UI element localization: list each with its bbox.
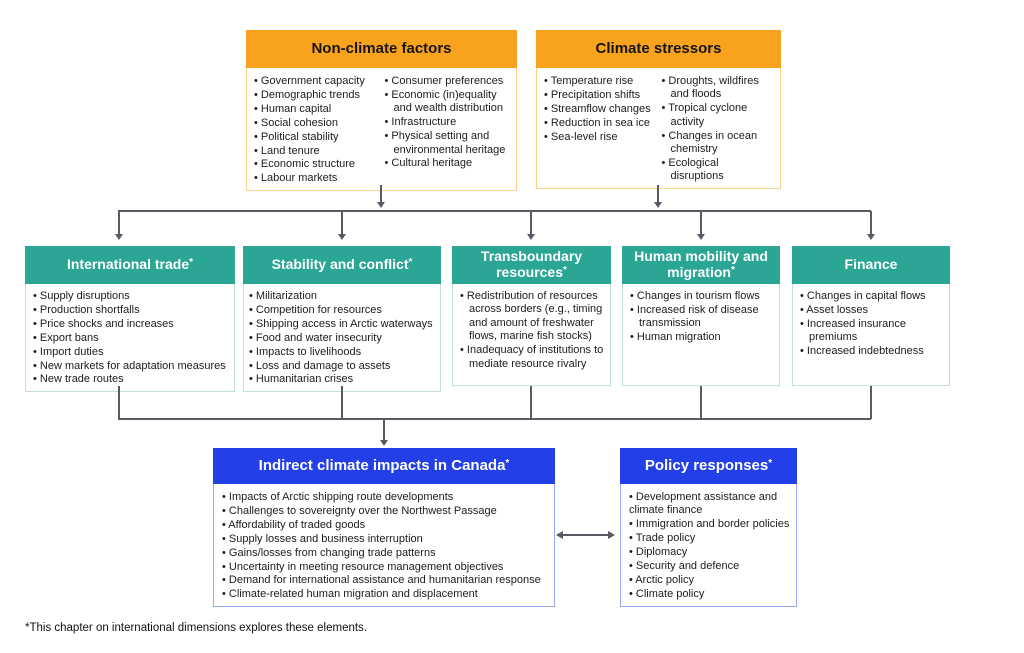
box-finance: [792, 246, 950, 386]
arrow-down-icon: [527, 234, 535, 240]
box-header: [246, 30, 517, 68]
bullet-item: • Increased risk of disease transmission: [630, 303, 759, 330]
arrow-right-icon: [608, 531, 615, 539]
box-title: Transboundary resources: [480, 248, 583, 280]
bullet-item: • Human capital: [254, 102, 332, 115]
bullet-item: • Export bans: [33, 331, 99, 344]
bullet-column: [254, 75, 380, 186]
bullet-item: • Supply disruptions: [33, 290, 130, 302]
box-title: Indirect climate impacts in Canada: [258, 456, 506, 474]
bullet-item: • Increased insurance premiums: [800, 317, 906, 344]
box-title: Climate stressors: [595, 39, 722, 57]
arrow-down-icon: [377, 202, 385, 208]
bullet-item: • Gains/losses from changing trade patterns: [222, 546, 436, 559]
connector-bus-line: [118, 210, 871, 212]
connector-line: [870, 386, 872, 419]
bullet-item: • Asset losses: [800, 303, 869, 316]
box-title: Stability and conflict: [271, 256, 409, 273]
arrow-down-icon: [115, 234, 123, 240]
bullet-item: • Supply losses and business interruption: [222, 532, 423, 545]
bullet-item: • Reduction in sea ice: [544, 116, 650, 129]
bullet-item: • Labour markets: [254, 172, 338, 185]
box-title: International trade: [66, 256, 190, 273]
box-header: [536, 30, 781, 68]
box-header: [452, 246, 611, 284]
connector-line: [530, 386, 532, 419]
box-title: Finance: [844, 256, 898, 273]
bullet-item: • Economic structure: [254, 158, 356, 171]
box-policy-responses: [620, 448, 797, 604]
connector-line: [341, 211, 343, 234]
bullet-item: • Streamflow changes: [544, 102, 651, 115]
bullet-item: • Immigration and border policies: [629, 518, 790, 531]
bullet-item: • Redistribution of resources across borders (e.g., timing and amount of freshwater flows, marine fish stocks): [460, 290, 603, 343]
connector-line: [870, 211, 872, 234]
box-header: [25, 246, 235, 284]
box-human-mobility-and-migration: [622, 246, 780, 386]
bullet-item: • Competition for resources: [249, 303, 382, 316]
box-international-trade: [25, 246, 235, 386]
asterisk: *: [505, 457, 510, 469]
bullet-item: • New markets for adaptation measures: [33, 359, 226, 372]
bullet-item: • Physical setting and environmental heritage: [384, 130, 506, 156]
asterisk: *: [408, 257, 413, 269]
bullet-item: • Social cohesion: [254, 116, 338, 129]
bullet-item: • Humanitarian crises: [249, 373, 354, 386]
box-title: Policy responses: [644, 456, 769, 474]
bullet-item: • Precipitation shifts: [544, 88, 641, 101]
connector-line: [380, 185, 382, 202]
box-header: [620, 448, 797, 484]
box-title: Human mobility and migration: [634, 248, 768, 280]
bullet-item: • Price shocks and increases: [33, 317, 174, 330]
connector-line: [657, 185, 659, 202]
bullet-item: • Tropical cyclone activity: [661, 102, 748, 128]
bullet-item: • Security and defence: [629, 560, 740, 573]
box-body: [25, 284, 235, 392]
bullet-item: • Sea-level rise: [544, 130, 618, 143]
box-body: [620, 484, 797, 607]
connector-line: [530, 211, 532, 234]
bullet-item: • Demographic trends: [254, 88, 360, 101]
bullet-item: • Inadequacy of institutions to mediate resource rivalry: [460, 344, 604, 370]
bullet-item: • Shipping access in Arctic waterways: [249, 317, 433, 330]
bullet-item: • Affordability of traded goods: [222, 518, 366, 531]
arrow-left-icon: [556, 531, 563, 539]
bullet-item: • Infrastructure: [384, 116, 457, 129]
box-header: [622, 246, 780, 284]
connector-line: [562, 534, 609, 536]
connector-line: [341, 386, 343, 419]
bullet-item: • Import duties: [33, 345, 104, 358]
bullet-item: • Loss and damage to assets: [249, 359, 391, 372]
bullet-item: • Uncertainty in meeting resource management objectives: [222, 560, 504, 573]
connector-line: [118, 386, 120, 419]
bullet-column: [544, 75, 657, 184]
box-body: [792, 284, 950, 386]
bullet-item: • Temperature rise: [544, 75, 634, 87]
bullet-item: • Ecological disruptions: [661, 156, 724, 183]
box-body: [243, 284, 441, 392]
arrow-down-icon: [654, 202, 662, 208]
box-transboundary-resources: [452, 246, 611, 386]
bullet-column: [662, 75, 775, 184]
bullet-item: • Government capacity: [254, 75, 365, 87]
bullet-item: • Impacts of Arctic shipping route developments: [222, 491, 454, 503]
bullet-item: • Challenges to sovereignty over the Northwest Passage: [222, 504, 497, 517]
asterisk: *: [563, 265, 567, 276]
footnote: *This chapter on international dimensions explores these elements.: [25, 622, 367, 634]
connector-line: [383, 419, 385, 440]
connector-line: [700, 386, 702, 419]
bullet-item: • Droughts, wildfires and floods: [661, 75, 759, 101]
connector-line: [700, 211, 702, 234]
bullet-item: • Economic (in)equality and wealth distribution: [384, 88, 503, 115]
bullet-item: • Human migration: [630, 331, 721, 344]
box-indirect-climate-impacts: [213, 448, 555, 604]
box-header: [213, 448, 555, 484]
bullet-item: • Food and water insecurity: [249, 331, 382, 344]
bullet-item: • Climate-related human migration and displacement: [222, 588, 478, 601]
box-body: [213, 484, 555, 607]
box-title: Non-climate factors: [311, 39, 452, 57]
bullet-item: • Changes in tourism flows: [630, 290, 760, 302]
bullet-item: • Diplomacy: [629, 546, 688, 559]
bullet-item: • Trade policy: [629, 532, 696, 545]
bullet-item: • Increased indebtedness: [800, 345, 924, 358]
arrow-down-icon: [867, 234, 875, 240]
bullet-item: • Cultural heritage: [384, 157, 473, 170]
bullet-item: • Climate policy: [629, 587, 705, 600]
connector-line: [118, 211, 120, 234]
bullet-item: • Demand for international assistance and humanitarian response: [222, 574, 541, 587]
arrow-down-icon: [338, 234, 346, 240]
connector-bus-line: [118, 418, 871, 420]
bullet-item: • Impacts to livelihoods: [249, 345, 362, 358]
bullet-item: • Changes in capital flows: [800, 290, 926, 302]
box-body: [536, 68, 781, 189]
bullet-item: • New trade routes: [33, 373, 124, 386]
bullet-item: • Land tenure: [254, 144, 320, 157]
box-body: [452, 284, 611, 386]
bullet-item: • Changes in ocean chemistry: [661, 129, 758, 156]
box-header: [792, 246, 950, 284]
bullet-item: • Production shortfalls: [33, 303, 140, 316]
box-body: [246, 68, 517, 191]
box-non-climate-factors: [246, 30, 517, 185]
box-body: [622, 284, 780, 386]
bullet-item: • Consumer preferences: [384, 75, 504, 87]
asterisk: *: [768, 457, 773, 469]
bullet-item: • Political stability: [254, 130, 339, 143]
box-stability-and-conflict: [243, 246, 441, 386]
arrow-down-icon: [380, 440, 388, 446]
asterisk: *: [189, 257, 194, 269]
arrow-down-icon: [697, 234, 705, 240]
asterisk: *: [730, 265, 735, 276]
bullet-item: • Militarization: [249, 290, 318, 302]
bullet-item: • Arctic policy: [629, 573, 694, 586]
box-header: [243, 246, 441, 284]
box-climate-stressors: [536, 30, 781, 185]
bullet-column: [385, 75, 511, 186]
bullet-item: • Development assistance and climate finance: [629, 491, 778, 517]
